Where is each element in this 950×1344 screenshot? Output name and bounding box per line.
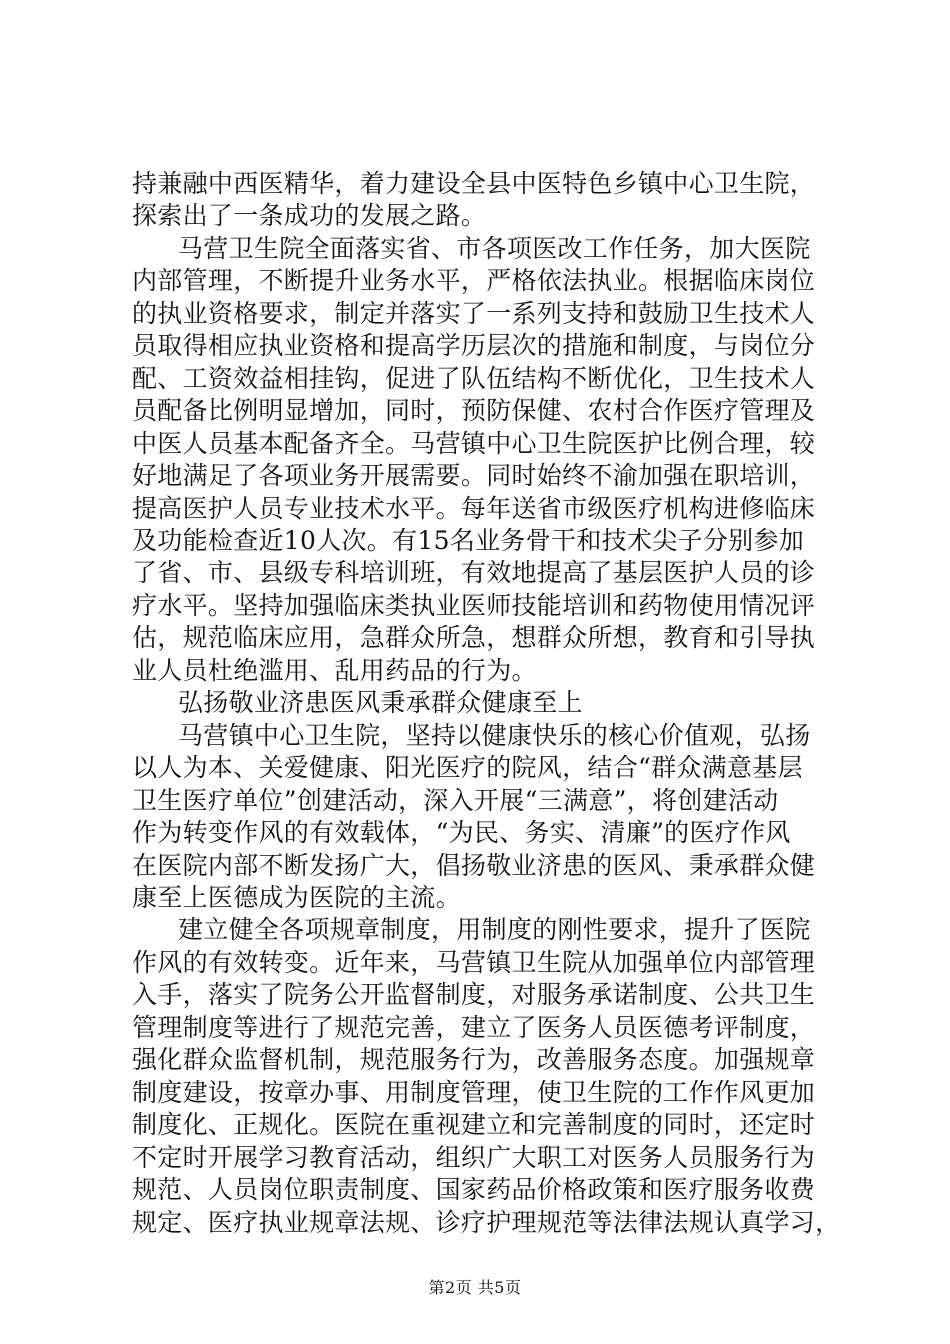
text-line: 建立健全各项规章制度，用制度的刚性要求，提升了医院 xyxy=(178,915,811,945)
text-line: 马营镇中心卫生院，坚持以健康快乐的核心价值观，弘扬 xyxy=(178,720,811,750)
text-line: 卫生医疗单位”创建活动，深入开展“三满意”，将创建活动 xyxy=(132,785,779,815)
text-line: 康至上医德成为医院的主流。 xyxy=(132,882,461,912)
text-line: 提高医护人员专业技术水平。每年送省市级医疗机构进修临床 xyxy=(132,493,816,523)
text-line: 业人员杜绝滥用、乱用药品的行为。 xyxy=(132,655,537,685)
text-line: 在医院内部不断发扬广大，倡扬敬业济患的医风、秉承群众健 xyxy=(132,850,816,880)
text-line: 强化群众监督机制，规范服务行为，改善服务态度。加强规章 xyxy=(132,1045,816,1075)
text-line: 好地满足了各项业务开展需要。同时始终不渝加强在职培训， xyxy=(132,461,816,491)
text-line: 制度化、正规化。医院在重视建立和完善制度的同时，还定时 xyxy=(132,1110,816,1140)
text-line: 作为转变作风的有效载体，“为民、务实、清廉”的医疗作风 xyxy=(132,818,791,848)
text-line: 作风的有效转变。近年来，马营镇卫生院从加强单位内部管理 xyxy=(132,947,816,977)
text-line: 探索出了一条成功的发展之路。 xyxy=(132,201,487,231)
text-line: 马营卫生院全面落实省、市各项医改工作任务，加大医院 xyxy=(178,233,811,263)
text-line: 中医人员基本配备齐全。马营镇中心卫生院医护比例合理，较 xyxy=(132,428,816,458)
text-line: 入手，落实了院务公开监督制度，对服务承诺制度、公共卫生 xyxy=(132,980,816,1010)
text-line: 不定时开展学习教育活动，组织广大职工对医务人员服务行为 xyxy=(132,1142,816,1172)
text-line: 规范、人员岗位职责制度、国家药品价格政策和医疗服务收费 xyxy=(132,1175,816,1205)
paragraph xyxy=(132,687,844,719)
text-line: 估，规范临床应用，急群众所急，想群众所想，教育和引导执 xyxy=(132,623,816,653)
page-footer: 第2页 共5页 xyxy=(428,1278,522,1297)
text-line: 管理制度等进行了规范完善，建立了医务人员医德考评制度， xyxy=(132,1012,816,1042)
document-body xyxy=(132,168,844,1239)
text-line: 员取得相应执业资格和提高学历层次的措施和制度，与岗位分 xyxy=(132,331,816,361)
paragraph xyxy=(132,914,844,1239)
text-line: 员配备比例明显增加，同时，预防保健、农村合作医疗管理及 xyxy=(132,396,816,426)
paragraph xyxy=(132,233,844,687)
text-line: 及功能检查近10人次。有15名业务骨干和技术尖子分别参加 xyxy=(132,525,805,555)
paragraph xyxy=(132,720,844,915)
text-line: 内部管理，不断提升业务水平，严格依法执业。根据临床岗位 xyxy=(132,266,816,296)
text-line: 的执业资格要求，制定并落实了一系列支持和鼓励卫生技术人 xyxy=(132,298,816,328)
text-line: 弘扬敬业济患医风秉承群众健康至上 xyxy=(178,688,583,718)
text-line: 制度建设，按章办事、用制度管理，使卫生院的工作作风更加 xyxy=(132,1077,816,1107)
text-line: 了省、市、县级专科培训班，有效地提高了基层医护人员的诊 xyxy=(132,558,816,588)
text-line: 以人为本、关爱健康、阳光医疗的院风，结合“群众满意基层 xyxy=(132,753,803,783)
text-line: 规定、医疗执业规章法规、诊疗护理规范等法律法规认真学习， xyxy=(132,1207,841,1237)
text-line: 配、工资效益相挂钩，促进了队伍结构不断优化，卫生技术人 xyxy=(132,363,816,393)
text-line: 疗水平。坚持加强临床类执业医师技能培训和药物使用情况评 xyxy=(132,590,816,620)
text-line: 持兼融中西医精华，着力建设全县中医特色乡镇中心卫生院， xyxy=(132,169,816,198)
paragraph xyxy=(132,168,844,233)
